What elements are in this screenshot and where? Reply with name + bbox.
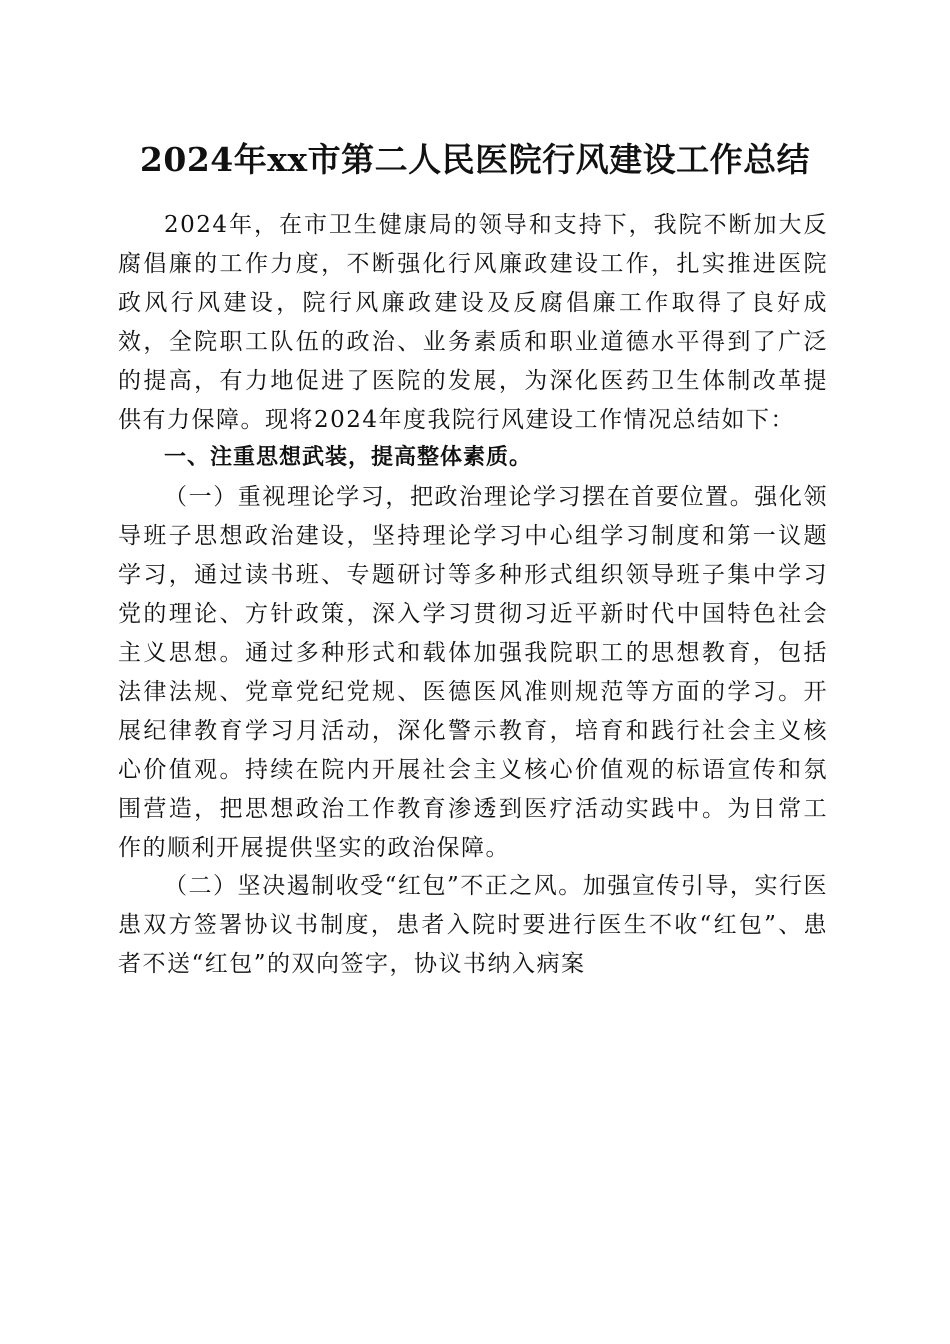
section-heading-1: 一、注重思想武装，提高整体素质。 (164, 445, 533, 471)
paragraph-theory-study: （一）重视理论学习，把政治理论学习摆在首要位置。强化领导班子思想政治建设，坚持理论学习中心组学习制度和第一议题学习，通过读书班、专题研讨等多种形式组织领导班子集中学习党的理论、方针政策，深入学习贯彻习近平新时代中国特色社会主义思想。通过多种形式和载体加强我院职工的思想教育，包括法律法规、党章党纪党规、医德医风准则规范等方面的学习。开展纪律教育学习月活动，深化警示教育，培育和践行社会主义核心价值观。持续在院内开展社会主义核心价值观的标语宣传和氛围营造，把思想政治工作教育渗透到医疗活动实践中。为日常工作的顺利开展提供坚实的政治保障。 (118, 484, 828, 861)
document-title: 2024年xx市第二人民医院行风建设工作总结 (139, 140, 811, 179)
paragraph-red-envelope: （二）坚决遏制收受“红包”不正之风。加强宣传引导，实行医患双方签署协议书制度，患者入院时要进行医生不收“红包”、患者不送“红包”的双向签字，协议书纳入病案 (118, 873, 828, 978)
paragraph-intro: 2024年，在市卫生健康局的领导和支持下，我院不断加大反腐倡廉的工作力度，不断强化行风廉政建设工作，扎实推进医院政风行风建设，院行风廉政建设及反腐倡廉工作取得了良好成效，全院职工队伍的政治、业务素质和职业道德水平得到了广泛的提高，有力地促进了医院的发展，为深化医药卫生体制改革提供有力保障。现将2024年度我院行风建设工作情况总结如下： (118, 212, 828, 433)
document-body (118, 206, 828, 984)
